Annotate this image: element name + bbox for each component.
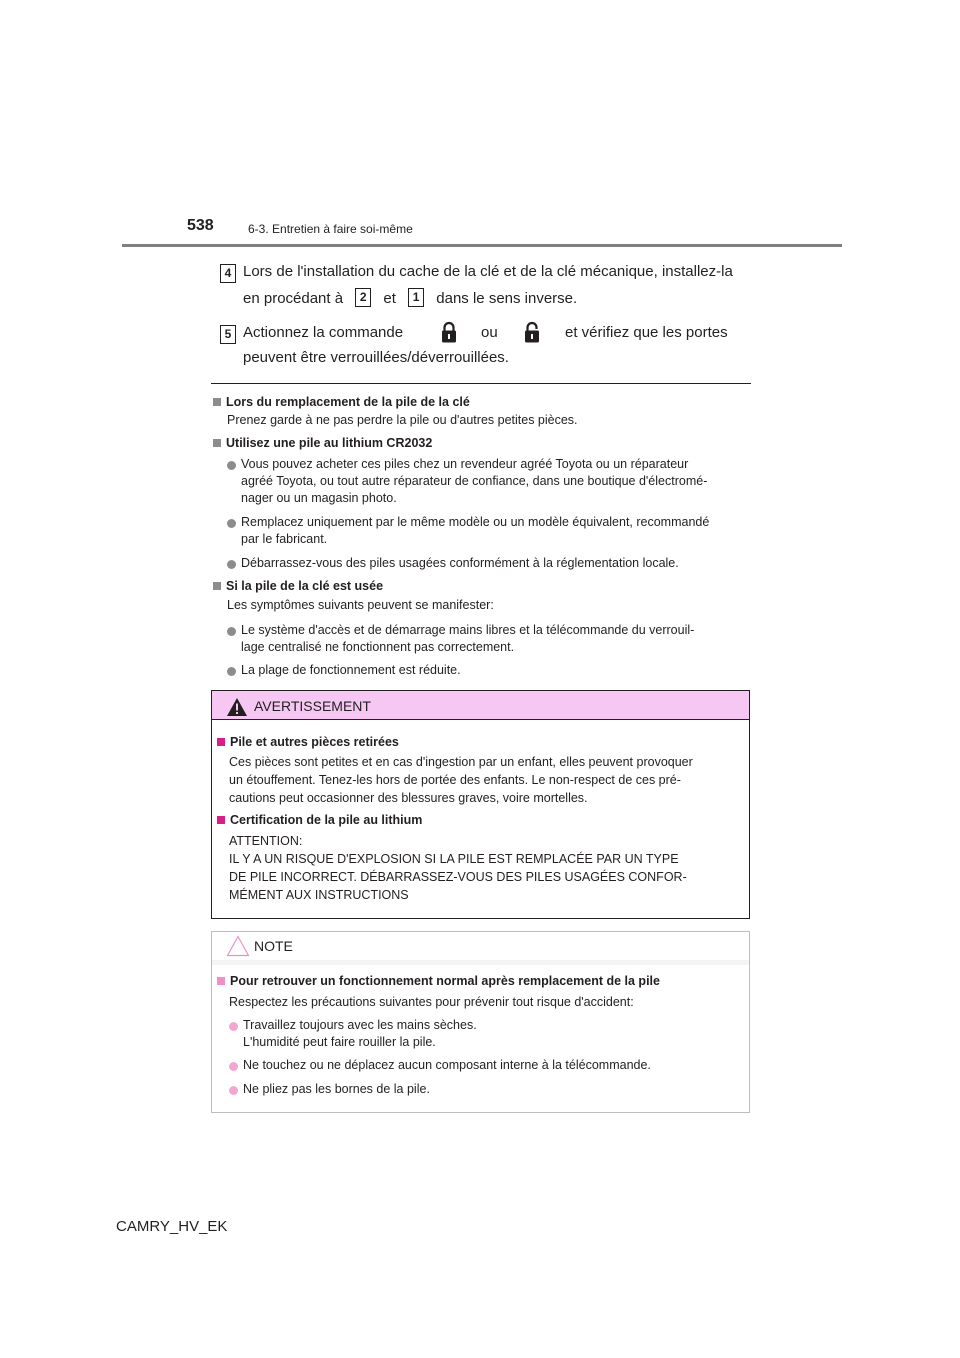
- square-bullet-icon: [213, 582, 221, 590]
- square-bullet-icon: [213, 398, 221, 406]
- warning-triangle-icon: [226, 697, 248, 722]
- note-box-bullet-1-line-1: Travaillez toujours avec les mains sèches.: [243, 1018, 477, 1032]
- unlock-icon: [524, 321, 540, 343]
- note-text-3: Les symptômes suivants peuvent se manifester:: [227, 598, 494, 612]
- warning-text-1-line-3: cautions peut occasionner des blessures graves, voire mortelles.: [229, 791, 588, 805]
- square-bullet-icon: [217, 816, 225, 824]
- note-box-heading: [217, 974, 660, 988]
- note-bullet-2-line-2: par le fabricant.: [241, 532, 328, 546]
- square-bullet-icon: [217, 977, 225, 985]
- note-bullet-4-line-1: Le système d'accès et de démarrage mains libres et la télécommande du verrouil-: [241, 623, 695, 637]
- page-number: 538: [187, 217, 214, 234]
- step-number-badge: 5: [220, 325, 236, 344]
- warning-text-1-line-2: un étouffement. Tenez-les hors de portée des enfants. Le non-respect de ces pré-: [229, 773, 681, 787]
- note-heading-1-text: Lors du remplacement de la pile de la clé: [226, 395, 470, 409]
- note-triangle-icon: [226, 935, 250, 962]
- step-ref-2: 2: [355, 288, 371, 307]
- warning-text-2-line-3: DE PILE INCORRECT. DÉBARRASSEZ-VOUS DES PILES USAGÉES CONFOR-: [229, 870, 687, 884]
- note-text-1: Prenez garde à ne pas perdre la pile ou d'autres petites pièces.: [227, 413, 578, 427]
- note-heading-2: [213, 436, 432, 450]
- step-4-prefix: en procédant à: [243, 290, 344, 307]
- step-4-line-2: [243, 289, 577, 309]
- note-box-bullet-2: Ne touchez ou ne déplacez aucun composant interne à la télécommande.: [243, 1058, 651, 1072]
- step-ref-1: 1: [408, 288, 424, 307]
- bullet-dot-icon: [227, 627, 236, 636]
- lock-icon: [441, 321, 457, 343]
- warning-heading-1: [217, 735, 399, 749]
- step-5-line-2: peuvent être verrouillées/déverrouillées.: [243, 349, 509, 366]
- note-box-heading-text: Pour retrouver un fonctionnement normal après remplacement de la pile: [230, 974, 660, 988]
- note-heading-3-text: Si la pile de la clé est usée: [226, 579, 384, 593]
- square-bullet-icon: [213, 439, 221, 447]
- bullet-dot-icon: [227, 519, 236, 528]
- section-title: 6-3. Entretien à faire soi-même: [248, 222, 413, 236]
- note-heading-1: [213, 395, 470, 409]
- step-4-text: Lors de l'installation du cache de la clé et de la clé mécanique, installez-la: [243, 263, 733, 280]
- warning-heading-2: [217, 813, 422, 827]
- bullet-dot-icon: [229, 1022, 238, 1031]
- section-divider: [211, 383, 751, 384]
- step-5-or: ou: [481, 324, 498, 341]
- step-5-part-2: et vérifiez que les portes: [565, 324, 728, 341]
- warning-heading-1-text: Pile et autres pièces retirées: [230, 735, 399, 749]
- note-box-text: Respectez les précautions suivantes pour prévenir tout risque d'accident:: [229, 995, 634, 1009]
- note-heading-3: [213, 579, 383, 593]
- square-bullet-icon: [217, 738, 225, 746]
- warning-text-2-line-2: IL Y A UN RISQUE D'EXPLOSION SI LA PILE EST REMPLACÉE PAR UN TYPE: [229, 852, 679, 866]
- step-4-suffix: dans le sens inverse.: [436, 290, 578, 307]
- header-divider: [122, 244, 842, 247]
- note-bullet-1-line-1: Vous pouvez acheter ces piles chez un revendeur agréé Toyota ou un réparateur: [241, 457, 689, 471]
- bullet-dot-icon: [227, 560, 236, 569]
- note-header-band: [212, 960, 749, 965]
- step-number-badge: 4: [220, 264, 236, 283]
- note-bullet-2-line-1: Remplacez uniquement par le même modèle ou un modèle équivalent, recommandé: [241, 515, 710, 529]
- bullet-dot-icon: [227, 667, 236, 676]
- warning-text-1-line-1: Ces pièces sont petites et en cas d'ingestion par un enfant, elles peuvent provoquer: [229, 755, 693, 769]
- note-bullet-4-line-2: lage centralisé ne fonctionnent pas correctement.: [241, 640, 515, 654]
- warning-text-2-line-1: ATTENTION:: [229, 834, 303, 848]
- warning-title: AVERTISSEMENT: [254, 698, 371, 714]
- bullet-dot-icon: [229, 1086, 238, 1095]
- note-heading-2-text: Utilisez une pile au lithium CR2032: [226, 436, 433, 450]
- bullet-dot-icon: [227, 461, 236, 470]
- note-box-bullet-3: Ne pliez pas les bornes de la pile.: [243, 1082, 430, 1096]
- model-footer: CAMRY_HV_EK: [116, 1218, 228, 1235]
- step-4-line-1: [220, 263, 236, 283]
- note-bullet-3: Débarrassez-vous des piles usagées conformément à la réglementation locale.: [241, 556, 679, 570]
- step-5-part-1: Actionnez la commande: [243, 324, 404, 341]
- warning-text-2-line-4: MÉMENT AUX INSTRUCTIONS: [229, 888, 409, 902]
- note-bullet-1-line-2: agréé Toyota, ou tout autre réparateur de confiance, dans une boutique d'électromé-: [241, 474, 708, 488]
- step-4-and: et: [383, 290, 396, 307]
- note-box-bullet-1-line-2: L'humidité peut faire rouiller la pile.: [243, 1035, 436, 1049]
- note-bullet-5: La plage de fonctionnement est réduite.: [241, 663, 461, 677]
- note-title: NOTE: [254, 938, 293, 954]
- step-5-badge-wrap: [220, 324, 236, 344]
- bullet-dot-icon: [229, 1062, 238, 1071]
- warning-heading-2-text: Certification de la pile au lithium: [230, 813, 423, 827]
- note-bullet-1-line-3: nager ou un magasin photo.: [241, 491, 397, 505]
